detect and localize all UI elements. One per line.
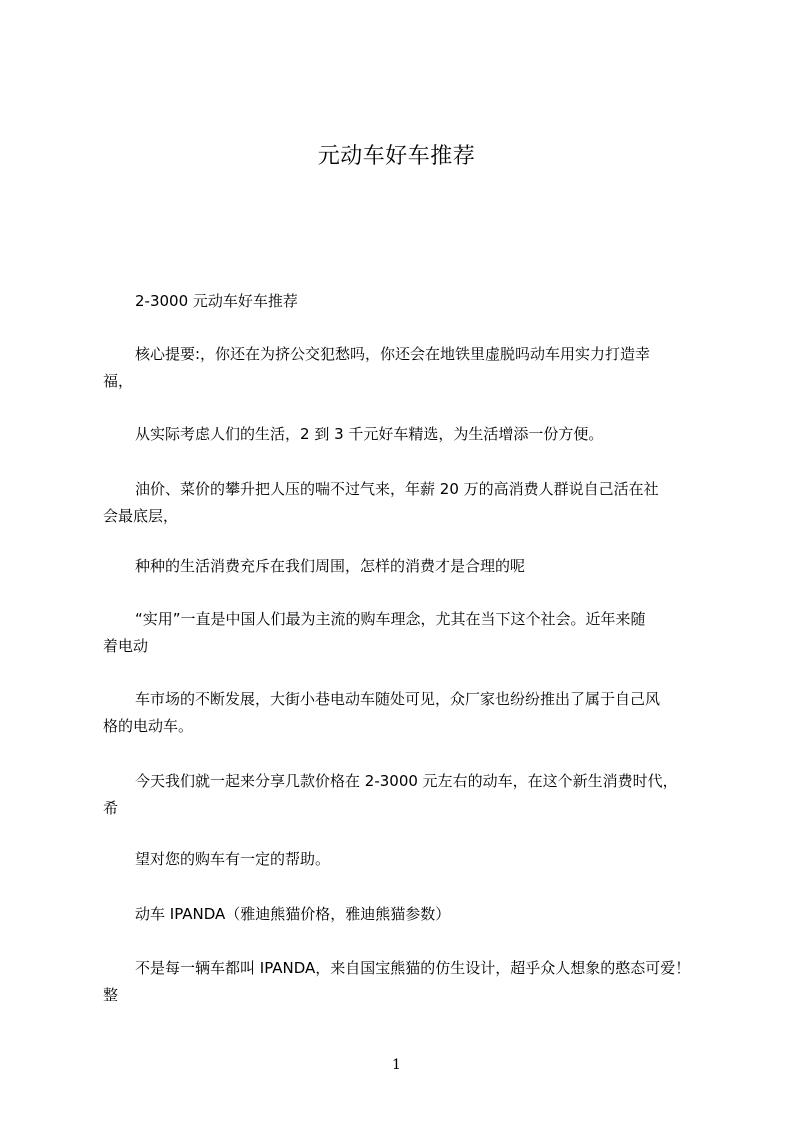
paragraph-line: 动车 IPANDA（雅迪熊猫价格，雅迪熊猫参数） [135,905,451,923]
paragraph-line: 整 [103,986,119,1004]
paragraph-line: 格的电动车。 [103,717,194,735]
paragraph [103,288,703,315]
paragraph-line: 希 [103,799,119,817]
document-title: 元动车好车推荐 [317,144,476,169]
paragraph [103,606,703,660]
paragraph-line: 从实际考虑人们的生活，2 到 3 千元好车精选，为生活增添一份方便。 [135,425,604,443]
paragraph [103,955,703,1009]
page-number: 1 [392,1057,401,1073]
paragraph-line: 福， [103,372,134,390]
paragraph [103,553,703,580]
paragraph [103,901,703,928]
paragraph-line: 油价、菜价的攀升把人压的喘不过气来，年薪 20 万的高消费人群说自己活在社 [135,480,659,498]
paragraph-line: 车市场的不断发展，大街小巷电动车随处可见，众厂家也纷纷推出了属于自己风 [135,690,661,708]
paragraph-line: 2-3000 元动车好车推荐 [135,292,298,310]
paragraph-line: 种种的生活消费充斥在我们周围，怎样的消费才是合理的呢 [135,557,526,575]
paragraph-line: 着电动 [103,637,149,655]
paragraph-line: 会最底层， [103,507,179,525]
paragraph [103,768,703,822]
paragraph-line: 今天我们就一起来分享几款价格在 2-3000 元左右的动车，在这个新生消费时代， [135,772,678,790]
paragraph-line: 核心提要:，你还在为挤公交犯愁吗，你还会在地铁里虚脱吗动车用实力打造幸 [135,345,651,363]
paragraph [103,846,703,873]
paragraph [103,421,703,448]
paragraph [103,341,703,395]
paragraph-line: 望对您的购车有一定的帮助。 [135,850,331,868]
paragraph-line: “实用”一直是中国人们最为主流的购车理念，尤其在当下这个社会。近年来随 [135,610,646,628]
paragraph [103,476,703,530]
paragraph [103,686,703,740]
paragraph-line: 不是每一辆车都叫 IPANDA，来自国宝熊猫的仿生设计，超乎众人想象的憨态可爱！ [135,959,691,977]
